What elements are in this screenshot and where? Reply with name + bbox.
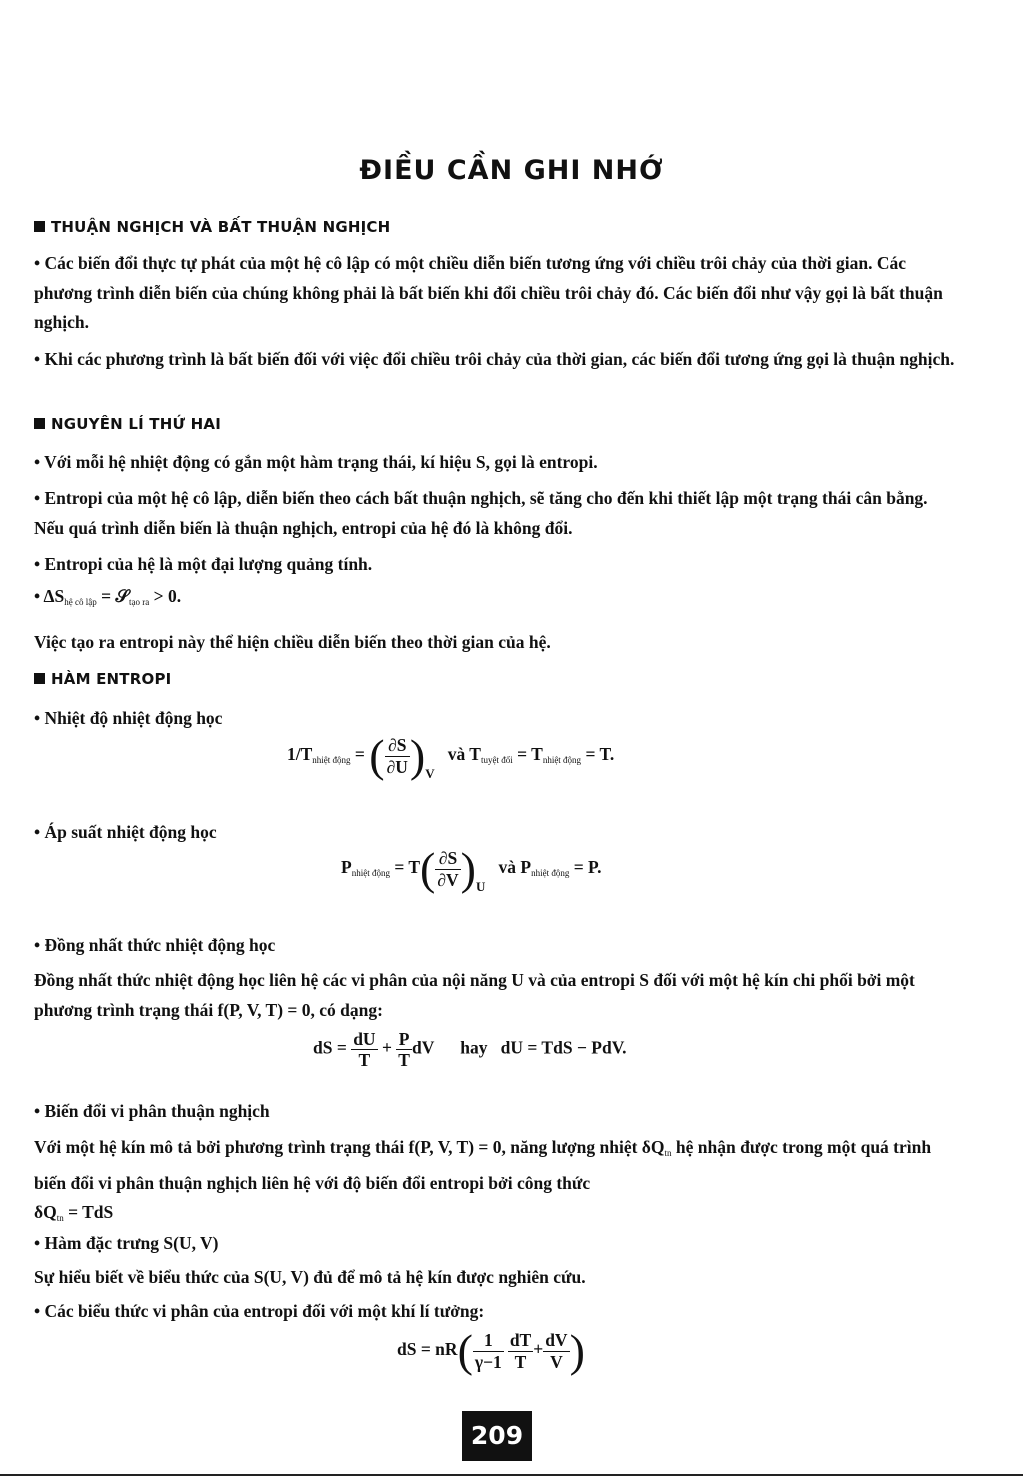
paragraph-extensive: • Entropi của hệ là một đại lượng quảng tính. [34,554,373,574]
section-heading-entropy-function: HÀM ENTROPI [34,670,171,688]
bullet-characteristic-function: • Hàm đặc trưng S(U, V) [34,1233,219,1253]
bottom-rule [0,1474,1023,1476]
paragraph-entropy-creation: Việc tạo ra entropi này thể hiện chiều diễn biến theo thời gian của hệ. [34,632,551,652]
square-bullet-icon [34,418,45,429]
bullet-thermo-identity: • Đồng nhất thức nhiệt động học [34,935,276,955]
section-heading-reversibility: THUẬN NGHỊCH VÀ BẤT THUẬN NGHỊCH [34,218,390,236]
bullet-thermo-temperature: • Nhiệt độ nhiệt động học [34,708,223,728]
bullet-thermo-pressure: • Áp suất nhiệt động học [34,822,217,842]
bullet-reversible-differential: • Biến đổi vi phân thuận nghịch [34,1101,270,1121]
paragraph-reversible: • Khi các phương trình là bất biến đối với việc đổi chiều trôi chảy của thời gian, các biến đổi tương ứng gọi là thuận nghịch. [34,349,955,369]
page-number: 209 [462,1411,532,1461]
formula-pressure: $P_{nhiệt động} = T$( $\frac{\partial S}{\partial V}$ )$_U$ và $P_{nhiệt động} = P$. [341,843,602,895]
paragraph-entropy-def: • Với mỗi hệ nhiệt động có gắn một hàm trạng thái, kí hiệu S, gọi là entropi. [34,452,598,472]
entropy-creation-relation: • $\Delta S_{hệ cô lập}$ = 𝒮$_{tạo ra}$ > 0. [34,586,182,607]
paragraph-entropy-increase: • Entropi của một hệ cô lập, diễn biến theo cách bất thuận nghịch, sẽ tăng cho đến khi thiết lập một trạng thái cân bằng. Nếu quá trình diễn biến là thuận nghịch, entropi của hệ đó là không đổi. [34,488,928,538]
square-bullet-icon [34,673,45,684]
formula-ideal-gas: dS = nR( $\frac{1}{\gamma-1}$ $\frac{dT}{T}$ + $\frac{dV}{V}$ ) [397,1325,585,1376]
paragraph-reversible-differential: Với một hệ kín mô tả bởi phương trình trạng thái f(P, V, T) = 0, năng lượng nhiệt $\delta Q_{tn}$ hệ nhận được trong một quá trình biến đổi vi phân thuận nghịch liên hệ với độ biến đổi entropi bởi công thức $\delta Q_{tn}$ = TdS [34,1137,932,1223]
bullet-ideal-gas-entropy: • Các biểu thức vi phân của entropi đối với một khí lí tưởng: [34,1301,485,1321]
formula-identity: dS = $\frac{dU}{T}$ + $\frac{P}{T}$ dV hay dU = TdS − PdV. [313,1029,627,1071]
paragraph-characteristic-function: Sự hiểu biết về biểu thức của S(U, V) đủ để mô tả hệ kín được nghiên cứu. [34,1267,586,1287]
paragraph-thermo-identity: Đồng nhất thức nhiệt động học liên hệ các vi phân của nội năng U và của entropi S đối với một hệ kín chi phối bởi một phương trình trạng thái f(P, V, T) = 0, có dạng: [34,970,915,1020]
square-bullet-icon [34,221,45,232]
page-title: ĐIỀU CẦN GHI NHỚ [359,155,664,186]
section-heading-second-law: NGUYÊN LÍ THỨ HAI [34,415,221,433]
paragraph-irreversible: • Các biến đổi thực tự phát của một hệ cô lập có một chiều diễn biến tương ứng với chiều trôi chảy của thời gian. Các phương trình diễn biến của chúng không phải là bất biến khi đổi chiều trôi chảy đó. Các biến đổi như vậy gọi là bất thuận nghịch. [34,253,943,332]
formula-temperature: $1/T_{nhiệt động}$ = ( $\frac{\partial S}{\partial U}$ )$_V$ và $T_{tuyệt đối} = T_{nhiệt động} = T$. [287,730,615,782]
